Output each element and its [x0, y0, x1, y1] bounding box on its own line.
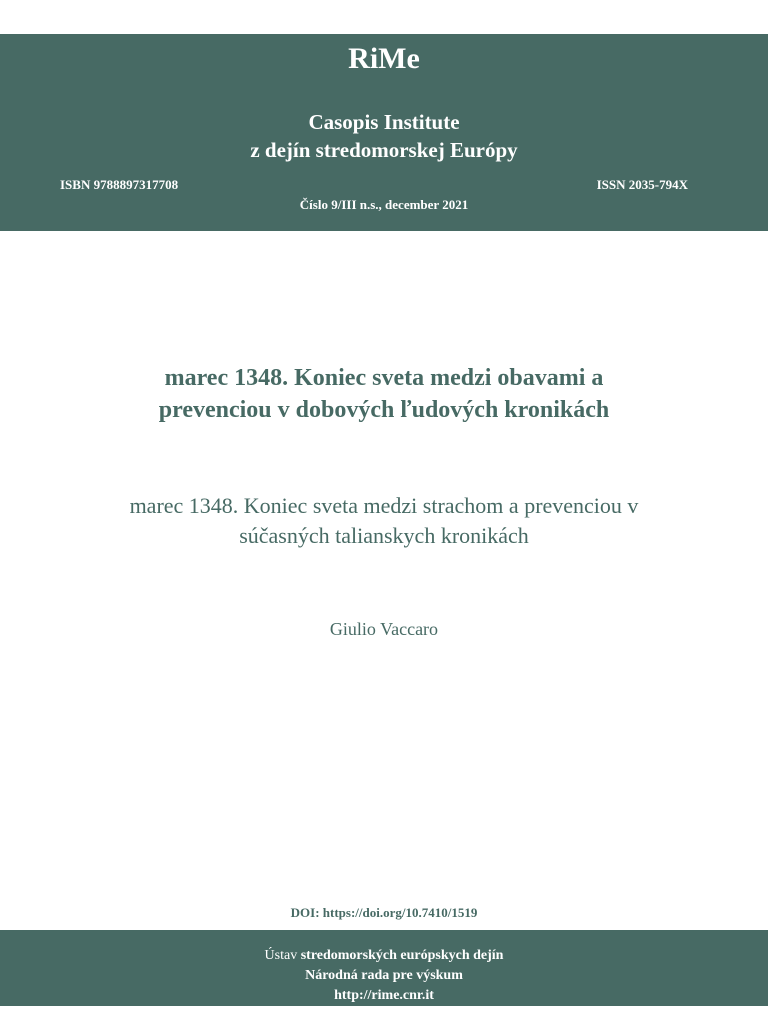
- author-name: Giulio Vaccaro: [329, 619, 439, 639]
- article-title-line2: prevenciou v dobových ľudových kronikách: [158, 397, 610, 423]
- article-alt-title-line2: súčasných talianskych kronikách: [239, 523, 529, 548]
- article-alt-title-line1: marec 1348. Koniec sveta medzi strachom a prevenciou v: [129, 493, 639, 518]
- footer-institute: [0, 946, 768, 966]
- journal-subtitle-line2: z dejín stredomorskej Európy: [250, 138, 518, 162]
- journal-name: RiMe: [348, 42, 420, 75]
- doi-link[interactable]: DOI: https://doi.org/10.7410/1519: [290, 905, 478, 920]
- issn-number: ISSN 2035-794X: [596, 177, 688, 192]
- footer-council: Národná rada pre výskum: [305, 968, 463, 983]
- issue-info: Číslo 9/III n.s., december 2021: [299, 197, 469, 212]
- isbn-number: ISBN 9788897317708: [60, 177, 179, 192]
- header-band: [0, 34, 768, 231]
- article-title-line1: marec 1348. Koniec sveta medzi obavami a: [164, 365, 604, 391]
- footer-website-link[interactable]: http://rime.cnr.it: [334, 988, 434, 1003]
- article-title: [40, 362, 728, 426]
- journal-subtitle-line1: Casopis Institute: [308, 110, 460, 134]
- article-alt-title: [40, 491, 728, 551]
- footer-institute-prefix: Ústav: [264, 948, 298, 963]
- journal-subtitle: [0, 108, 768, 164]
- footer-band: [0, 930, 768, 1006]
- footer-institute-rest: stredomorských európskych dejín: [297, 948, 504, 963]
